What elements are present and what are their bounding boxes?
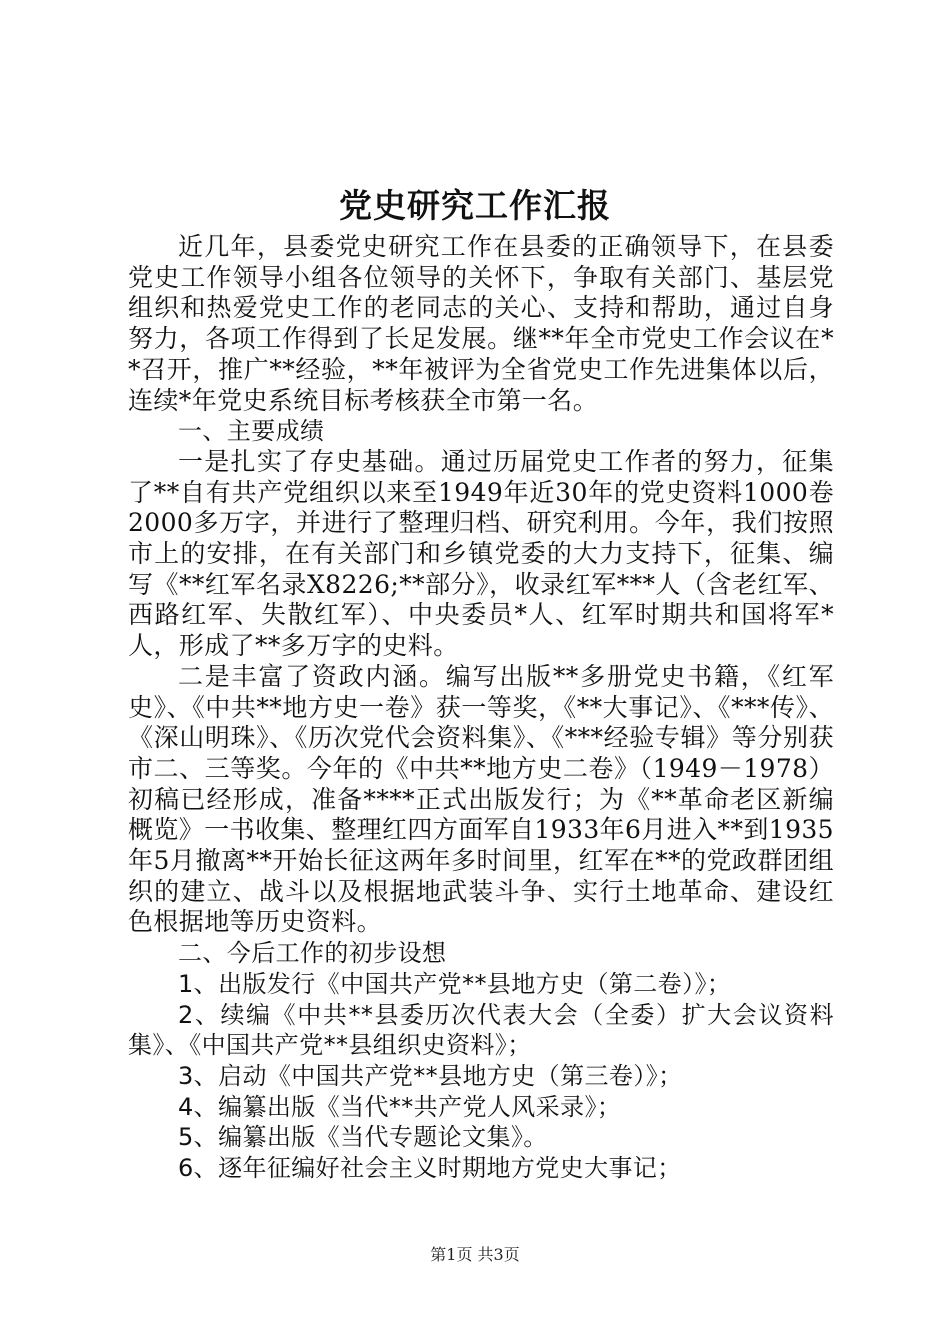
plan-item-5: 5、编纂出版《当代专题论文集》。 — [178, 1123, 548, 1152]
plan-item-6: 6、逐年征编好社会主义时期地方党史大事记； — [178, 1154, 682, 1183]
section-heading-achievements: 一、主要成绩 — [178, 417, 325, 446]
intro-paragraph: 近几年，县委党史研究工作在县委的正确领导下，在县委党史工作领导小组各位领导的关怀下，争取有关部门、基层党组织和热爱党史工作的老同志的关心、支持和帮助，通过自身努力，各项工作得到了长足发展。继**年全市党史工作会议在**召开，推广**经验，**年被评为全省党史工作先进集体以后，连续*年党史系统目标考核获全市第一名。 — [128, 232, 834, 415]
achievement-paragraph-2: 二是丰富了资政内涵。编写出版**多册党史书籍，《红军史》、《中共**地方史一卷》获一等奖，《**大事记》、《***传》、《深山明珠》、《历次党代会资料集》、《***经验专辑》等分别获市二、三等奖。今年的《中共**地方史二卷》（1949－1978）初稿已经形成，准备****正式出版发行；为《**革命老区新编概览》一书收集、整理红四方面军自1933年6月进入**到1935年5月撤离**开始长征这两年多时间里，红军在**的党政群团组织的建立、战斗以及根据地武装斗争、实行土地革命、建设红色根据地等历史资料。 — [128, 661, 834, 937]
plan-item-3: 3、启动《中国共产党**县地方史（第三卷）》； — [178, 1061, 683, 1090]
page-number: 第1页 共3页 — [430, 1245, 520, 1264]
section-heading-plans: 二、今后工作的初步设想 — [178, 939, 447, 968]
plan-item-4: 4、编纂出版《当代**共产党人风采录》； — [178, 1092, 622, 1121]
document-body — [128, 232, 834, 1184]
plan-item-2: 2、续编《中共**县委历次代表大会（全委）扩大会议资料集》、《中国共产党**县组织史资料》； — [128, 1000, 834, 1060]
document-title: 党史研究工作汇报 — [339, 186, 611, 225]
achievement-paragraph-1: 一是扎实了存史基础。通过历届党史工作者的努力，征集了**自有共产党组织以来至1949年近30年的党史资料1000卷2000多万字，并进行了整理归档、研究利用。今年，我们按照市上的安排，在有关部门和乡镇党委的大力支持下，征集、编写《**红军名录X8226;**部分》，收录红军***人（含老红军、西路红军、失散红军）、中央委员*人、红军时期共和国将军*人，形成了**多万字的史料。 — [128, 446, 834, 661]
plan-item-1: 1、出版发行《中国共产党**县地方史（第二卷）》； — [178, 969, 732, 998]
